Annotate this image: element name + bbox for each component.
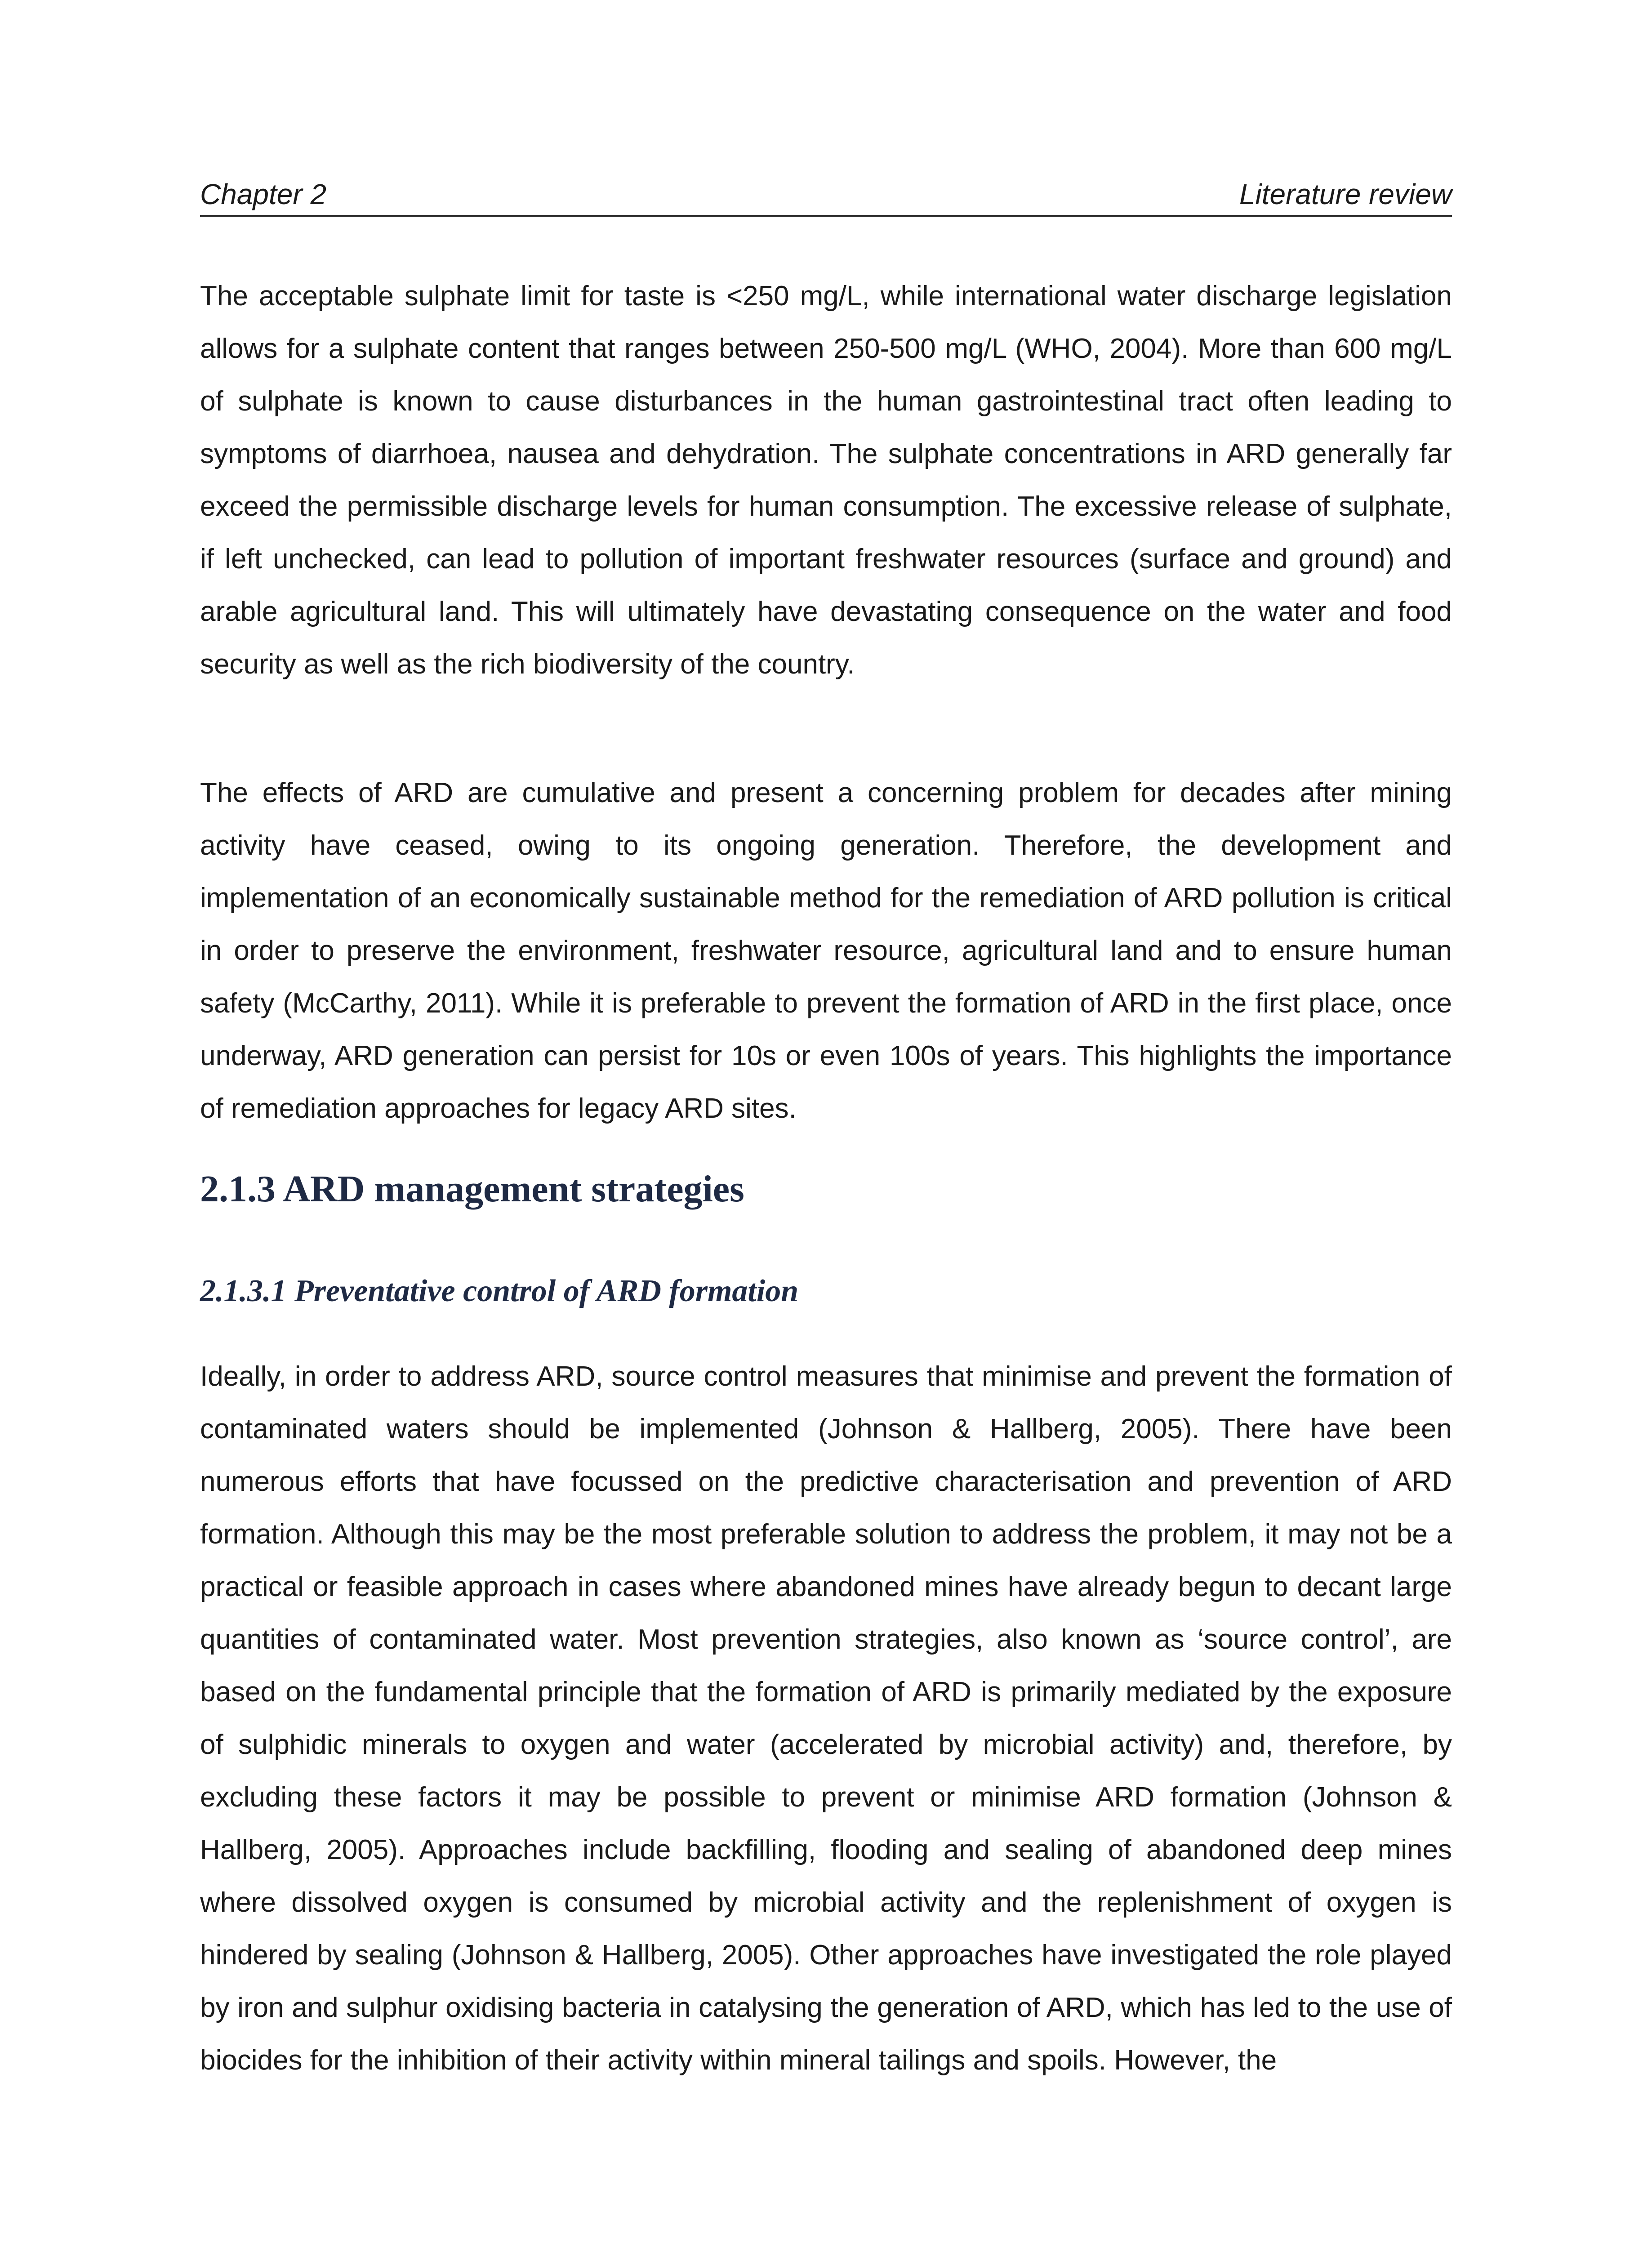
section-heading: 2.1.3 ARD management strategies <box>200 1168 744 1210</box>
header-title: Literature review <box>1239 178 1452 210</box>
paragraph-source-control: Ideally, in order to address ARD, source control measures that minimise and prevent the formation of contaminated waters should be implemented (Johnson & Hallberg, 2005). There have been numerous efforts that have focussed on the predictive characterisation and prevention of ARD formation. Although this may be the most preferable solution to address the problem, it may not be a practical or feasible approach in cases where abandoned mines have already begun to decant large quantities of contaminated water. Most prevention strategies, also known as ‘source control’, are based on the fundamental principle that the formation of ARD is primarily mediated by the exposure of sulphidic minerals to oxygen and water (accelerated by microbial activity) and, therefore, by excluding these factors it may be possible to prevent or minimise ARD formation (Johnson & Hallberg, 2005). Approaches include backfilling, flooding and sealing of abandoned deep mines where dissolved oxygen is consumed by microbial activity and the replenishment of oxygen is hindered by sealing (Johnson & Hallberg, 2005). Other approaches have investigated the role played by iron and sulphur oxidising bacteria in catalysing the generation of ARD, which has led to the use of biocides for the inhibition of their activity within mineral tailings and spoils. However, the <box>200 1361 1452 2076</box>
running-header <box>200 174 1452 217</box>
header-chapter: Chapter 2 <box>200 178 327 210</box>
paragraph-ard-effects: The effects of ARD are cumulative and present a concerning problem for decades after mining activity have ceased, owing to its ongoing generation. Therefore, the development and implementation of an economically sustainable method for the remediation of ARD pollution is critical in order to preserve the environment, freshwater resource, agricultural land and to ensure human safety (McCarthy, 2011). While it is preferable to prevent the formation of ARD in the first place, once underway, ARD generation can persist for 10s or even 100s of years. This highlights the importance of remediation approaches for legacy ARD sites. <box>200 777 1452 1124</box>
paragraph-sulphate-limits: The acceptable sulphate limit for taste is <250 mg/L, while international water discharge legislation allows for a sulphate content that ranges between 250-500 mg/L (WHO, 2004). More than 600 mg/L of sulphate is known to cause disturbances in the human gastrointestinal tract often leading to symptoms of diarrhoea, nausea and dehydration. The sulphate concentrations in ARD generally far exceed the permissible discharge levels for human consumption. The excessive release of sulphate, if left unchecked, can lead to pollution of important freshwater resources (surface and ground) and arable agricultural land. This will ultimately have devastating consequence on the water and food security as well as the rich biodiversity of the country. <box>200 281 1452 680</box>
subsection-heading: 2.1.3.1 Preventative control of ARD formation <box>200 1274 799 1308</box>
